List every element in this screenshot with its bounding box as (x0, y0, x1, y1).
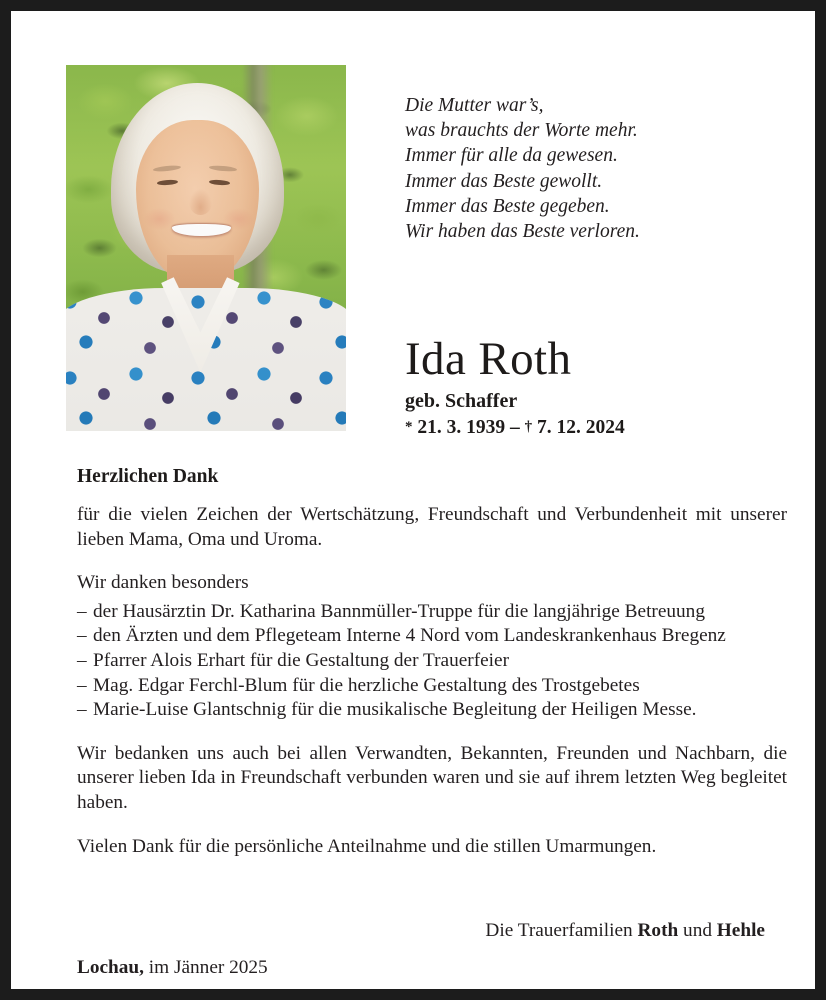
list-item: – der Hausärztin Dr. Katharina Bannmüller-Truppe für die langjährige Betreuung (77, 600, 787, 625)
poem-line: Wir haben das Beste verloren. (405, 221, 640, 243)
obituary-body (77, 503, 787, 859)
thanks-list (77, 600, 787, 723)
birth-symbol: * (405, 419, 413, 435)
life-dates (405, 415, 795, 440)
place: Lochau, (77, 957, 144, 978)
family-name-secondary: Hehle (716, 920, 765, 941)
list-item: – Marie-Luise Glantschnig für die musikalische Begleitung der Heiligen Messe. (77, 698, 787, 723)
death-date: 7. 12. 2024 (537, 417, 625, 438)
place-and-date (77, 956, 268, 980)
list-item: – den Ärzten und dem Pflegeteam Interne 4 Nord vom Landeskrankenhaus Bregenz (77, 624, 787, 649)
obituary-inner (11, 11, 815, 989)
closing-paragraph: Vielen Dank für die persönliche Anteilnahme und die stillen Umarmungen. (77, 835, 657, 857)
birth-date: 21. 3. 1939 (417, 417, 506, 438)
date-separator: – (510, 417, 520, 438)
notice-date: im Jänner 2025 (148, 957, 268, 978)
portrait-photo (66, 65, 346, 431)
families-prefix: Die Trauerfamilien (485, 920, 633, 941)
relatives-paragraph: Wir bedanken uns auch bei allen Verwandten, Bekannten, Freunden und Nachbarn, die unserer lieben Ida in Freundschaft verbunden waren und sie auf ihrem letzten Weg begleitet haben. (77, 742, 787, 813)
family-name-primary: Roth (637, 920, 679, 941)
list-item: – Pfarrer Alois Erhart für die Gestaltung der Trauerfeier (77, 649, 787, 674)
poem-line: Immer das Beste gegeben. (405, 195, 610, 217)
poem-line: Immer das Beste gewollt. (405, 170, 603, 192)
poem-line: Immer für alle da gewesen. (405, 145, 618, 167)
thanks-heading: Herzlichen Dank (77, 466, 219, 487)
deceased-name: Ida Roth (405, 333, 572, 385)
poem-line: was brauchts der Worte mehr. (405, 120, 638, 142)
memorial-poem (405, 93, 785, 244)
death-symbol: † (524, 419, 533, 435)
portrait-photo-canvas (66, 65, 346, 431)
families-conjunction: und (683, 920, 712, 941)
photo-vignette (66, 65, 346, 431)
thanks-list-intro: Wir danken besonders (77, 572, 249, 594)
deceased-name-block (405, 333, 795, 440)
list-item: – Mag. Edgar Ferchl-Blum für die herzliche Gestaltung des Trostgebetes (77, 674, 787, 699)
poem-line: Die Mutter war’s, (405, 95, 544, 116)
intro-paragraph: für die vielen Zeichen der Wertschätzung, Freundschaft und Verbundenheit mit unserer lieben Mama, Oma und Uroma. (77, 504, 787, 550)
maiden-name: geb. Schaffer (405, 390, 518, 412)
mourning-families (485, 919, 765, 943)
